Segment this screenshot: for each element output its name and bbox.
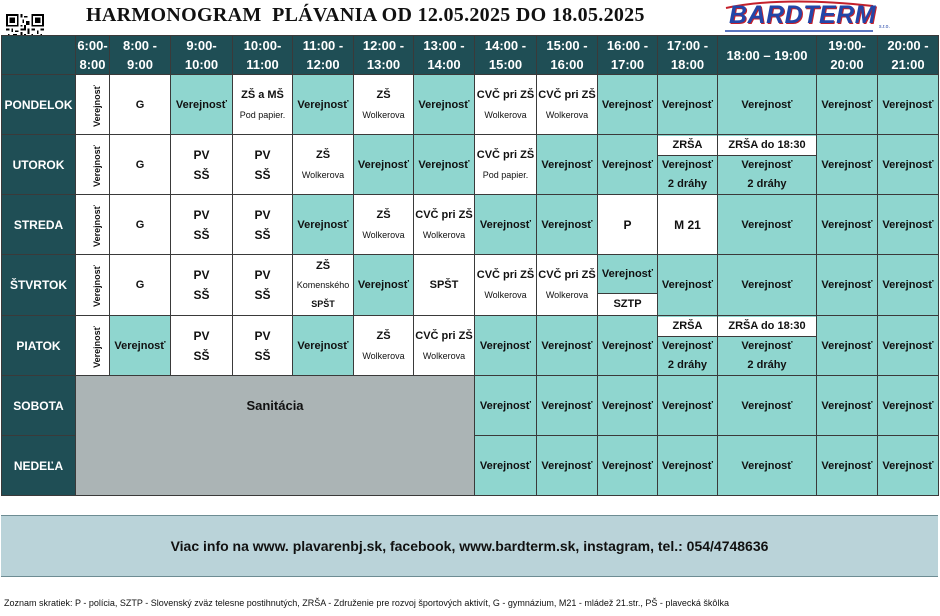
schedule-cell: Verejnosť [598,316,658,376]
schedule-cell: Verejnosť [658,255,718,316]
time-slot-header: 13:00 - 14:00 [414,36,475,75]
sanitation-block: Sanitácia [76,376,475,496]
info-banner: Viac info na www. plavarenbj.sk, facebook, www.bardterm.sk, instagram, tel.: 054/4748636 [1,515,938,577]
time-slot-header: 14:00 - 15:00 [475,36,537,75]
schedule-cell: ZŠ Wolkerova [354,195,414,255]
schedule-cell: Verejnosť [718,255,817,316]
abbreviations-legend: Zoznam skratiek: P - polícia, SZTP - Slovenský zväz telesne postihnutých, ZRŠA - Združenie pre rozvoj športových aktivít, G - gymnázium, M21 - mládež 21.str., PŠ - plavecká škôlka [4,598,729,608]
schedule-cell: PV SŠ [233,316,293,376]
schedule-cell: Verejnosť [76,195,110,255]
schedule-cell: Verejnosť [878,135,939,195]
day-row-pondelok [2,75,939,135]
schedule-cell: Verejnosť [878,376,939,436]
time-slot-header: 18:00 – 19:00 [718,36,817,75]
time-slot-header: 9:00-10:00 [171,36,233,75]
time-slot-header: 10:00-11:00 [233,36,293,75]
schedule-cell: CVČ pri ZŠ Pod papier. [475,135,537,195]
schedule-cell: Verejnosť [718,195,817,255]
day-row-piatok [2,316,939,376]
schedule-cell: Verejnosť [76,75,110,135]
schedule-cell: Verejnosť [817,255,878,316]
schedule-cell: ZŠ a MŠ Pod papier. [233,75,293,135]
schedule-cell: G [110,75,171,135]
time-slot-header: 11:00 - 12:00 [293,36,354,75]
schedule-cell: P [598,195,658,255]
day-row-stvrtok [2,255,939,316]
time-slot-header: 17:00 - 18:00 [658,36,718,75]
day-label: PONDELOK [2,75,76,135]
schedule-cell: Verejnosť [658,376,718,436]
schedule-cell: Verejnosť [76,316,110,376]
schedule-cell: Verejnosť [537,376,598,436]
schedule-cell: Verejnosť [817,436,878,496]
schedule-cell: Verejnosť [414,75,475,135]
schedule-cell: Verejnosť [878,436,939,496]
schedule-cell: Verejnosť [293,195,354,255]
schedule-cell: PV SŠ [233,135,293,195]
day-label: PIATOK [2,316,76,376]
day-label: SOBOTA [2,376,76,436]
schedule-cell: Verejnosť [718,376,817,436]
schedule-cell: Verejnosť [475,316,537,376]
schedule-cell: Verejnosť [475,436,537,496]
schedule-cell: Verejnosť [878,255,939,316]
schedule-cell: Verejnosť [354,135,414,195]
schedule-cell: CVČ pri ZŠ Wolkerova [475,75,537,135]
day-label: ŠTVRTOK [2,255,76,316]
schedule-cell: Verejnosť [718,75,817,135]
logo-text: BARDTERM [729,1,877,29]
schedule-cell: PV SŠ [171,255,233,316]
schedule-cell: Verejnosť [110,316,171,376]
schedule-cell: ZRŠA do 18:30 Verejnosť 2 dráhy [718,135,817,195]
schedule-cell: Verejnosť [598,436,658,496]
schedule-cell: CVČ pri ZŠ Wolkerova [414,195,475,255]
schedule-cell: CVČ pri ZŠ Wolkerova [414,316,475,376]
schedule-cell: Verejnosť [817,195,878,255]
day-label: NEDEĽA [2,436,76,496]
schedule-cell: M 21 [658,195,718,255]
schedule-cell: Verejnosť [598,75,658,135]
schedule-cell: Verejnosť [475,376,537,436]
time-slot-header: 16:00 - 17:00 [598,36,658,75]
table-corner [2,36,76,75]
day-row-sobota [2,376,939,436]
time-slot-header: 8:00 - 9:00 [110,36,171,75]
schedule-cell: Verejnosť [878,195,939,255]
schedule-cell: Verejnosť [293,75,354,135]
schedule-cell: PV SŠ [171,195,233,255]
schedule-cell: Verejnosť [878,75,939,135]
schedule-cell: Verejnosť [598,376,658,436]
time-slot-header: 12:00 - 13:00 [354,36,414,75]
time-slot-header: 6:00-8:00 [76,36,110,75]
schedule-cell: PV SŠ [233,195,293,255]
schedule-cell: Verejnosť [76,135,110,195]
schedule-table [1,35,939,496]
schedule-cell: Verejnosť [537,195,598,255]
schedule-cell: Verejnosť [76,255,110,316]
schedule-cell: ZŠ Wolkerova [354,75,414,135]
day-row-streda [2,195,939,255]
header-row [2,36,939,75]
schedule-cell: CVČ pri ZŠ Wolkerova [475,255,537,316]
schedule-cell: Verejnosť [817,376,878,436]
schedule-cell: Verejnosť [817,135,878,195]
schedule-cell: Verejnosť [878,316,939,376]
page-title: HARMONOGRAM PLÁVANIA OD 12.05.2025 DO 18.05.2025 [86,4,645,26]
schedule-cell: Verejnosť [537,316,598,376]
schedule-cell: Verejnosť [171,75,233,135]
schedule-cell: ZŠ Wolkerova [293,135,354,195]
schedule-cell: CVČ pri ZŠ Wolkerova [537,255,598,316]
time-slot-header: 19:00-20:00 [817,36,878,75]
schedule-cell: G [110,195,171,255]
schedule-cell: G [110,255,171,316]
time-slot-header: 20:00 - 21:00 [878,36,939,75]
schedule-cell: Verejnosť SZTP [598,255,658,316]
schedule-cell: PV SŠ [171,316,233,376]
schedule-cell: CVČ pri ZŠ Wolkerova [537,75,598,135]
day-label: STREDA [2,195,76,255]
schedule-cell: G [110,135,171,195]
schedule-cell: Verejnosť [598,135,658,195]
schedule-cell: Verejnosť [475,195,537,255]
time-slot-header: 15:00 - 16:00 [537,36,598,75]
bardterm-logo [723,0,893,34]
schedule-cell: Verejnosť [537,436,598,496]
day-label: UTOROK [2,135,76,195]
schedule-cell: Verejnosť [658,436,718,496]
schedule-cell: Verejnosť [817,75,878,135]
day-row-utorok [2,135,939,195]
schedule-cell: Verejnosť [817,316,878,376]
schedule-cell: PV SŠ [233,255,293,316]
schedule-cell: ZŠ Wolkerova [354,316,414,376]
schedule-cell: PV SŠ [171,135,233,195]
schedule-cell: Verejnosť [293,316,354,376]
schedule-cell: Verejnosť [537,135,598,195]
schedule-cell: ZRŠA Verejnosť 2 dráhy [658,135,718,195]
schedule-cell: SPŠT [414,255,475,316]
schedule-cell: ZRŠA do 18:30 Verejnosť 2 dráhy [718,316,817,376]
schedule-cell: Verejnosť [718,436,817,496]
logo-suffix: s.r.o. [879,24,890,30]
schedule-cell: ZŠ Komenského SPŠT [293,255,354,316]
schedule-cell: ZRŠA Verejnosť 2 dráhy [658,316,718,376]
schedule-cell: Verejnosť [354,255,414,316]
schedule-cell: Verejnosť [658,75,718,135]
schedule-cell: Verejnosť [414,135,475,195]
